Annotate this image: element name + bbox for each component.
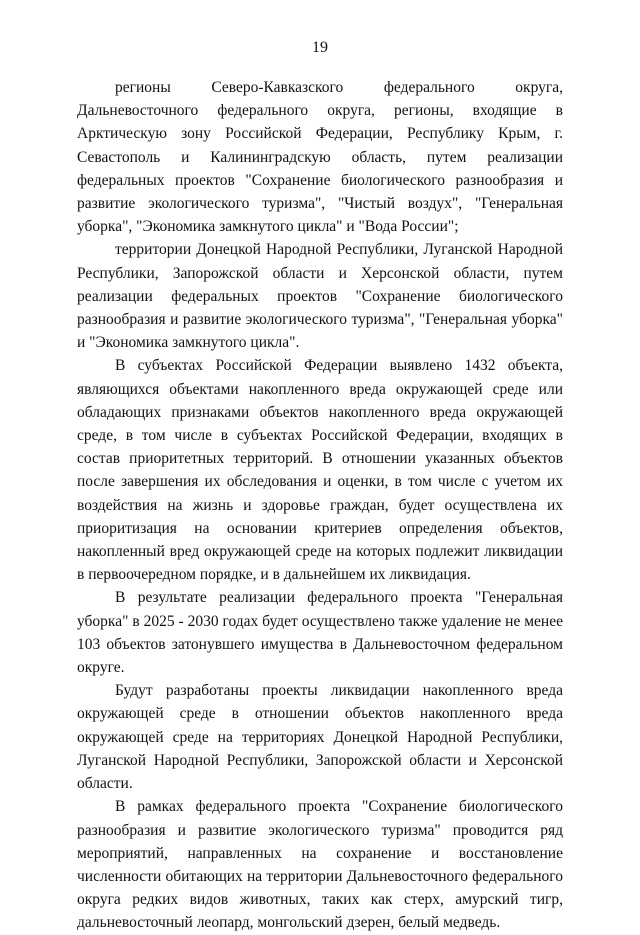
paragraph-accumulated-harm: В субъектах Российской Федерации выявлено 1432 объекта, являющихся объектами накопленного вреда окружающей среде или обладающих признаками объектов накопленного вреда окружающей среде, в том числе в субъектах Российской Федерации, входящих в состав приоритетных территорий. В отношении указанных объектов после завершения их обследования и оценки, в том числе с учетом их воздействия на жизнь и здоровье граждан, будет осуществлена их приоритизация на основании критериев определения объектов, накопленный вред окружающей среде на которых подлежит ликвидации в первоочередном порядке, и в дальнейшем их ликвидация. [77, 357, 563, 584]
document-body [77, 76, 563, 935]
paragraph-liquidation-projects: Будут разработаны проекты ликвидации накопленного вреда окружающей среде в отношении объектов накопленного вреда окружающей среде на территориях Донецкой Народной Республики, Луганской Народной Республики, Запорожской области и Херсонской области. [77, 682, 563, 793]
page-number: 19 [312, 39, 328, 56]
paragraph-new-territories: территории Донецкой Народной Республики, Луганской Народной Республики, Запорожской области и Херсонской области, путем реализации федеральных проектов "Сохранение биологического разнообразия и развитие экологического туризма", "Генеральная уборка" и "Экономика замкнутого цикла". [77, 241, 563, 352]
paragraph-rare-species: В рамках федерального проекта "Сохранение биологического разнообразия и развитие экологического туризма" проводится ряд мероприятий, направленных на сохранение и восстановление численности обитающих на территории Дальневосточного федерального округа редких видов животных, таких как стерх, амурский тигр, дальневосточный леопард, монгольский дзерен, белый медведь. [77, 798, 563, 932]
paragraph-sunken-property: В результате реализации федерального проекта "Генеральная уборка" в 2025 - 2030 годах будет осуществлено также удаление не менее 103 объектов затонувшего имущества в Дальневосточном федеральном округе. [77, 589, 563, 677]
paragraph-regions-list: регионы Северо-Кавказского федерального округа, Дальневосточного федерального округа, регионы, входящие в Арктическую зону Российской Федерации, Республику Крым, г. Севастополь и Калининградскую область, путем реализации федеральных проектов "Сохранение биологического разнообразия и развитие экологического туризма", "Чистый воздух", "Генеральная уборка", "Экономика замкнутого цикла" и "Вода России"; [77, 79, 563, 236]
